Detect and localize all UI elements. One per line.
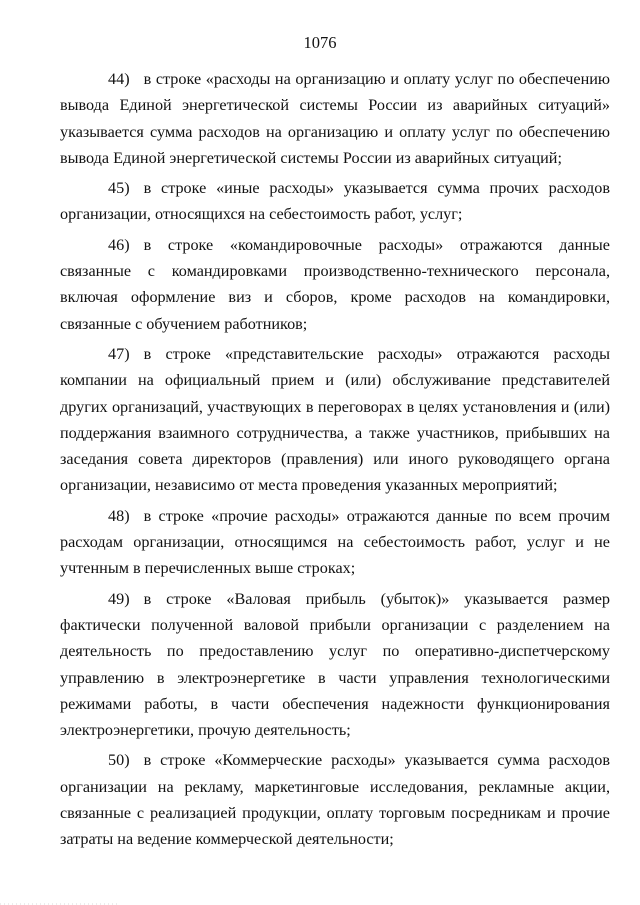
paragraph-48 — [60, 503, 610, 582]
item-number: 49) — [108, 589, 130, 608]
item-text: в строке «командировочные расходы» отражаются данные связанные с командировками производственно-технического персонала, включая оформление виз и сборов, кроме расходов на командировки, связанные с обучением работников; — [60, 235, 610, 333]
item-number: 45) — [108, 179, 130, 198]
page-number: 1076 — [303, 33, 337, 52]
item-number: 48) — [108, 506, 130, 525]
item-text: в строке «расходы на организацию и оплату услуг по обеспечению вывода Единой энергетической системы России из аварийных ситуаций» указывается сумма расходов на организацию и оплату услуг по обеспечению вывода Единой энергетической системы России из аварийных ситуаций; — [60, 70, 610, 167]
paragraph-44 — [60, 66, 610, 171]
document-body — [60, 66, 610, 857]
item-number: 44) — [108, 70, 130, 88]
item-text: в строке «Коммерческие расходы» указывается сумма расходов организации на рекламу, маркетинговые исследования, рекламные акции, связанные с реализацией продукции, оплату торговым посредникам и прочие затраты на ведение коммерческой деятельности; — [60, 751, 610, 849]
item-text: в строке «иные расходы» указывается сумма прочих расходов организации, относящихся на себестоимость работ, услуг; — [60, 179, 610, 224]
paragraph-50 — [60, 747, 610, 852]
paragraph-47 — [60, 341, 610, 499]
item-number: 50) — [108, 751, 130, 770]
item-text: в строке «Валовая прибыль (убыток)» указывается размер фактически полученной валовой прибыли организации с разделением на деятельность по предоставлению услуг по оперативно-диспетчерскому управлению в электроэнергетике в части управления технологическими режимами работы, в части обеспечения надежности функционирования электроэнергетики, прочую деятельность; — [60, 589, 610, 740]
item-number: 47) — [108, 344, 130, 363]
paragraph-49 — [60, 586, 610, 744]
item-text: в строке «прочие расходы» отражаются данные по всем прочим расходам организации, относящимся на себестоимость работ, услуг и не учтенным в перечисленных выше строках; — [60, 506, 610, 578]
item-text: в строке «представительские расходы» отражаются расходы компании на официальный прием и (или) обслуживание представителей других организаций, участвующих в переговорах в целях установления и (или) поддержания взаимного сотрудничества, а также участников, прибывших на заседания совета директоров (правления) или иного руководящего органа организации, независимо от места проведения указанных мероприятий; — [60, 344, 610, 495]
item-number: 46) — [108, 235, 130, 254]
paragraph-46 — [60, 232, 610, 337]
paragraph-45 — [60, 175, 610, 228]
